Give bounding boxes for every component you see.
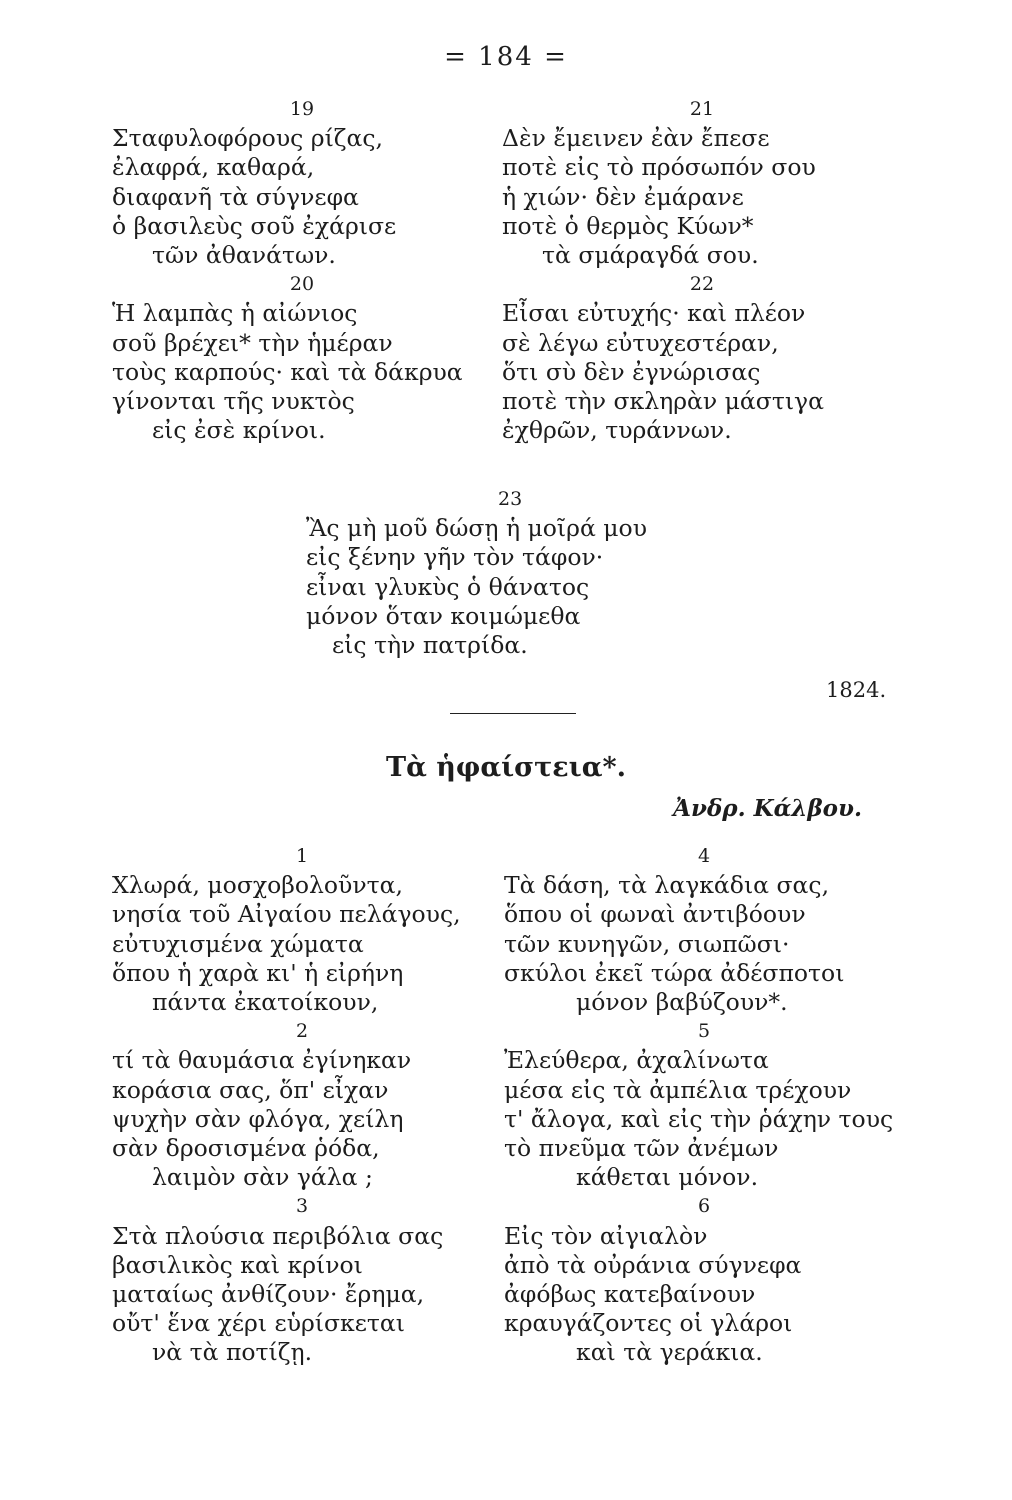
verse-line: μόνον ὅταν κοιμώμεθα	[306, 601, 581, 630]
verse-line: μόνον βαβύζουν*.	[576, 988, 788, 1017]
verse-line: ἐχθρῶν, τυράννων.	[502, 416, 732, 445]
verse-line: εἰς τὴν πατρίδα.	[332, 631, 528, 660]
verse-line: ὅπου οἱ φωναὶ ἀντιβόουν	[504, 900, 806, 929]
verse-line: καὶ τὰ γεράκια.	[576, 1338, 763, 1367]
poem-date: 1824.	[826, 678, 887, 702]
verse-line: Σταφυλοφόρους ρίζας,	[112, 124, 384, 153]
verse-line: τί τὰ θαυμάσια ἐγίνηκαν	[112, 1046, 412, 1075]
verse-line: κοράσια σας, ὅπ' εἶχαν	[112, 1075, 389, 1104]
poem-column-center	[306, 485, 726, 660]
poem-column-left-bottom	[112, 842, 492, 1368]
verse-line: μέσα εἰς τὰ ἀμπέλια τρέχουν	[504, 1075, 852, 1104]
stanza-number: 4	[697, 845, 711, 867]
poem-title: Τὰ ἡφαίστεια*.	[385, 752, 627, 783]
verse-line: βασιλικὸς καὶ κρίνοι	[112, 1250, 363, 1279]
verse-line: εἰς ἐσὲ κρίνοι.	[152, 416, 326, 445]
verse-line: οὔτ' ἕνα χέρι εὑρίσκεται	[112, 1309, 405, 1338]
verse-line: τὰ σμάραγδά σου.	[542, 241, 759, 270]
verse-line: Εἶσαι εὐτυχής· καὶ πλέον	[502, 299, 806, 328]
stanza-number: 23	[498, 488, 523, 510]
verse-line: ὅτι σὺ δὲν ἐγνώρισας	[502, 357, 761, 386]
stanza-number: 2	[295, 1020, 309, 1043]
verse-line: ψυχὴν σὰν φλόγα, χείλη	[112, 1104, 404, 1133]
verse-line: ἐλαφρά, καθαρά,	[112, 153, 315, 182]
stanza-number: 5	[697, 1020, 711, 1043]
verse-line: νὰ τὰ ποτίζῃ.	[152, 1338, 313, 1367]
stanza-number: 3	[295, 1195, 309, 1218]
verse-line: ὁ βασιλεὺς σοῦ ἐχάρισε	[112, 211, 397, 240]
stanza-number: 19	[289, 98, 315, 120]
verse-line: πάντα ἐκατοίκουν,	[152, 988, 379, 1017]
verse-line: ποτὲ εἰς τὸ πρόσωπόν σου	[502, 153, 816, 182]
verse-line: τοὺς καρπούς· καὶ τὰ δάκρυα	[112, 357, 463, 386]
verse-line: τῶν κυνηγῶν, σιωπῶσι·	[504, 929, 790, 958]
poem-column-right-bottom	[504, 842, 904, 1368]
poem-column-left-top	[112, 95, 492, 445]
verse-line: Ἐλεύθερα, ἀχαλίνωτα	[504, 1046, 769, 1075]
verse-line: ὅπου ἡ χαρὰ κι' ἡ εἰρήνη	[112, 958, 404, 987]
verse-line: διαφανῆ τὰ σύγνεφα	[112, 182, 359, 211]
poem-column-right-top	[502, 95, 902, 445]
verse-line: Δὲν ἔμεινεν ἐὰν ἔπεσε	[502, 124, 770, 153]
stanza-number: 1	[295, 845, 309, 867]
stanza-number: 6	[697, 1195, 711, 1218]
verse-line: σοῦ βρέχει* τὴν ἡμέραν	[112, 328, 393, 357]
stanza-number: 20	[289, 273, 315, 296]
verse-line: ματαίως ἀνθίζουν· ἔρημα,	[112, 1280, 425, 1309]
verse-line: σκύλοι ἐκεῖ τώρα ἀδέσποτοι	[504, 958, 845, 987]
verse-line: σὲ λέγω εὐτυχεστέραν,	[502, 328, 779, 357]
verse-line: εἰς ξένην γῆν τὸν τάφον·	[306, 543, 604, 572]
verse-line: ποτὲ ὁ θερμὸς Κύων*	[502, 211, 754, 240]
verse-line: τὸ πνεῦμα τῶν ἀνέμων	[504, 1134, 779, 1163]
verse-line: Χλωρά, μοσχοβολοῦντα,	[112, 871, 403, 900]
section-divider	[450, 713, 576, 714]
verse-line: εὐτυχισμένα χώματα	[112, 929, 364, 958]
verse-line: τ' ἄλογα, καὶ εἰς τὴν ῥάχην τους	[504, 1104, 894, 1133]
verse-line: ἀπὸ τὰ οὐράνια σύγνεφα	[504, 1250, 802, 1279]
verse-line: ἀφόβως κατεβαίνουν	[504, 1280, 756, 1309]
verse-line: κάθεται μόνον.	[576, 1163, 759, 1192]
page-number: = 184 =	[444, 42, 568, 72]
verse-line: Στὰ πλούσια περιβόλια σας	[112, 1221, 444, 1250]
stanza-number: 22	[689, 273, 715, 296]
verse-line: νησία τοῦ Αἰγαίου πελάγους,	[112, 900, 461, 929]
verse-line: γίνονται τῆς νυκτὸς	[112, 387, 355, 416]
poem-author: Ἀνδρ. Κάλβου.	[673, 795, 862, 822]
verse-line: ἡ χιών· δὲν ἐμάρανε	[502, 182, 744, 211]
verse-line: εἶναι γλυκὺς ὁ θάνατος	[306, 572, 590, 601]
verse-line: Εἰς τὸν αἰγιαλὸν	[504, 1221, 708, 1250]
stanza-number: 21	[689, 98, 715, 120]
verse-line: Ἡ λαμπὰς ἡ αἰώνιος	[112, 299, 358, 328]
verse-line: σὰν δροσισμένα ῥόδα,	[112, 1134, 380, 1163]
verse-line: λαιμὸν σὰν γάλα ;	[152, 1163, 373, 1192]
verse-line: κραυγάζοντες οἱ γλάροι	[504, 1309, 793, 1338]
verse-line: Τὰ δάση, τὰ λαγκάδια σας,	[504, 871, 830, 900]
verse-line: τῶν ἀθανάτων.	[152, 241, 336, 270]
verse-line: Ἂς μὴ μοῦ δώσῃ ἡ μοῖρά μου	[306, 514, 647, 543]
verse-line: ποτὲ τὴν σκληρὰν μάστιγα	[502, 387, 824, 416]
